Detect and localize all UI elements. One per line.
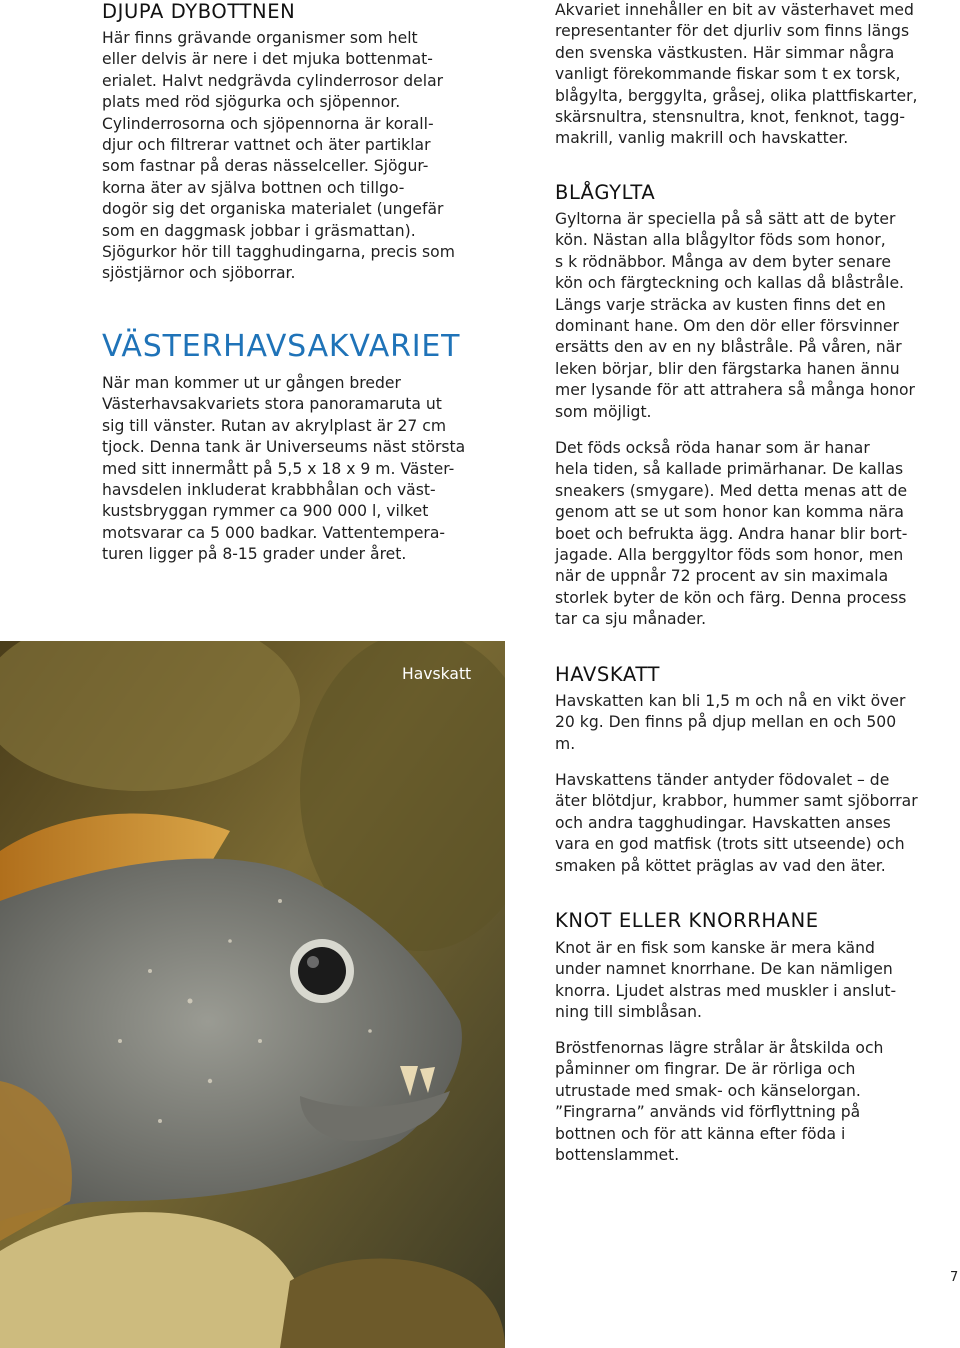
wolffish-illustration bbox=[0, 641, 505, 1348]
wolffish-photo bbox=[0, 641, 505, 1348]
knot-heading: KNOT ELLER KNORRHANE bbox=[555, 909, 819, 932]
djupa-text: Här finns grävande organismer som helt eller delvis är nere i det mjuka bottenmat- erialet. Halvt nedgrävda cylinderrosor delar plats med röd sjögurka och sjöpennor. Cylinderrosorna och sjöpennorna är korall- djur och filtrerar vattnet och äter partiklar som fastnar på deras nässelceller. Sjögur- korna äter av själva bottnen och tillgo- dogör sig det organiska materialet (ungefär som en daggmask jobbar i gräsmattan). Sjögurkor hör till tagghudingarna, precis som sjöstjärnor och sjöborrar. bbox=[102, 29, 455, 283]
havskatt-heading: HAVSKATT bbox=[555, 663, 661, 686]
knot-p2: Bröstfenornas lägre strålar är åtskilda och påminner om fingrar. De är rörliga och utrustade med smak- och känselorgan. ”Fingrarna” används vid förflyttning på bottnen och för att känna efter föda i bottenslammet. bbox=[555, 1039, 884, 1165]
havskatt-p2: Havskattens tänder antyder födovalet – de äter blötdjur, krabbor, hummer samt sjöborrar och andra tagghudingar. Havskatten anses vara en god matfisk (trots sitt utseende) och smaken på köttet präglas av vad den äter. bbox=[555, 771, 918, 875]
blagylta-p1: Gyltorna är speciella på så sätt att de byter kön. Nästan alla blågyltor föds som honor, s k rödnäbbor. Många av dem byter senare kön och färgteckning och kallas då blåstråle. Längs varje sträcka av kusten finns det en dominant hane. Om den dör eller försvinner ersätts den av en ny blåstråle. På våren, när leken börjar, blir den färgstarka hanen ännu mer lysande för att attrahera så många honor som möjligt. bbox=[555, 210, 915, 421]
havskatt-p1: Havskatten kan bli 1,5 m och nå en vikt över 20 kg. Den finns på djup mellan en och 500 m. bbox=[555, 692, 906, 753]
vasterhav-text: När man kommer ut ur gången breder Västerhavsakvariets stora panoramaruta ut sig till vänster. Rutan av akrylplast är 27 cm tjock. Denna tank är Universeums näst största med sitt innermått på 5,5 x 18 x 9 m. Väster- havsdelen inkluderat krabbhålan och väst- kustsbryggan rymmer ca 900 000 l, vilket motsvarar ca 5 000 badkar. Vattentempera- turen ligger på 8-15 grader under året. bbox=[102, 374, 466, 564]
intro-text: Akvariet innehåller en bit av västerhavet med representanter för det djurliv som finns längs den svenska västkusten. Här simmar några vanligt förekommande fiskar som t ex torsk, blågylta, berggylta, gråsej, olika plattfiskarter, skärsnultra, stensnultra, knot, fenknot, tagg- makrill, vanlig makrill och havskatter. bbox=[555, 1, 918, 148]
blagylta-p2: Det föds också röda hanar som är hanar hela tiden, så kallade primärhanar. De kallas sneakers (smygare). Med detta menas att de genom att se ut som honor kan komma nära boet och befrukta ägg. Andra hanar blir bort- jagade. Alla berggyltor föds som honor, men när de uppnår 72 procent av sin maximala storlek byter de kön och färg. Denna process tar ca sju månader. bbox=[555, 439, 908, 629]
djupa-heading: DJUPA DYBOTTNEN bbox=[102, 0, 296, 23]
blagylta-heading: BLÅGYLTA bbox=[555, 181, 656, 204]
vasterhav-heading: VÄSTERHAVSAKVARIET bbox=[102, 329, 461, 364]
page-number: 7 bbox=[950, 1270, 959, 1285]
photo-caption: Havskatt bbox=[402, 665, 472, 683]
knot-p1: Knot är en fisk som kanske är mera känd under namnet knorrhane. De kan nämligen knorra. Ljudet alstras med muskler i anslut- ning till simblåsan. bbox=[555, 939, 897, 1022]
